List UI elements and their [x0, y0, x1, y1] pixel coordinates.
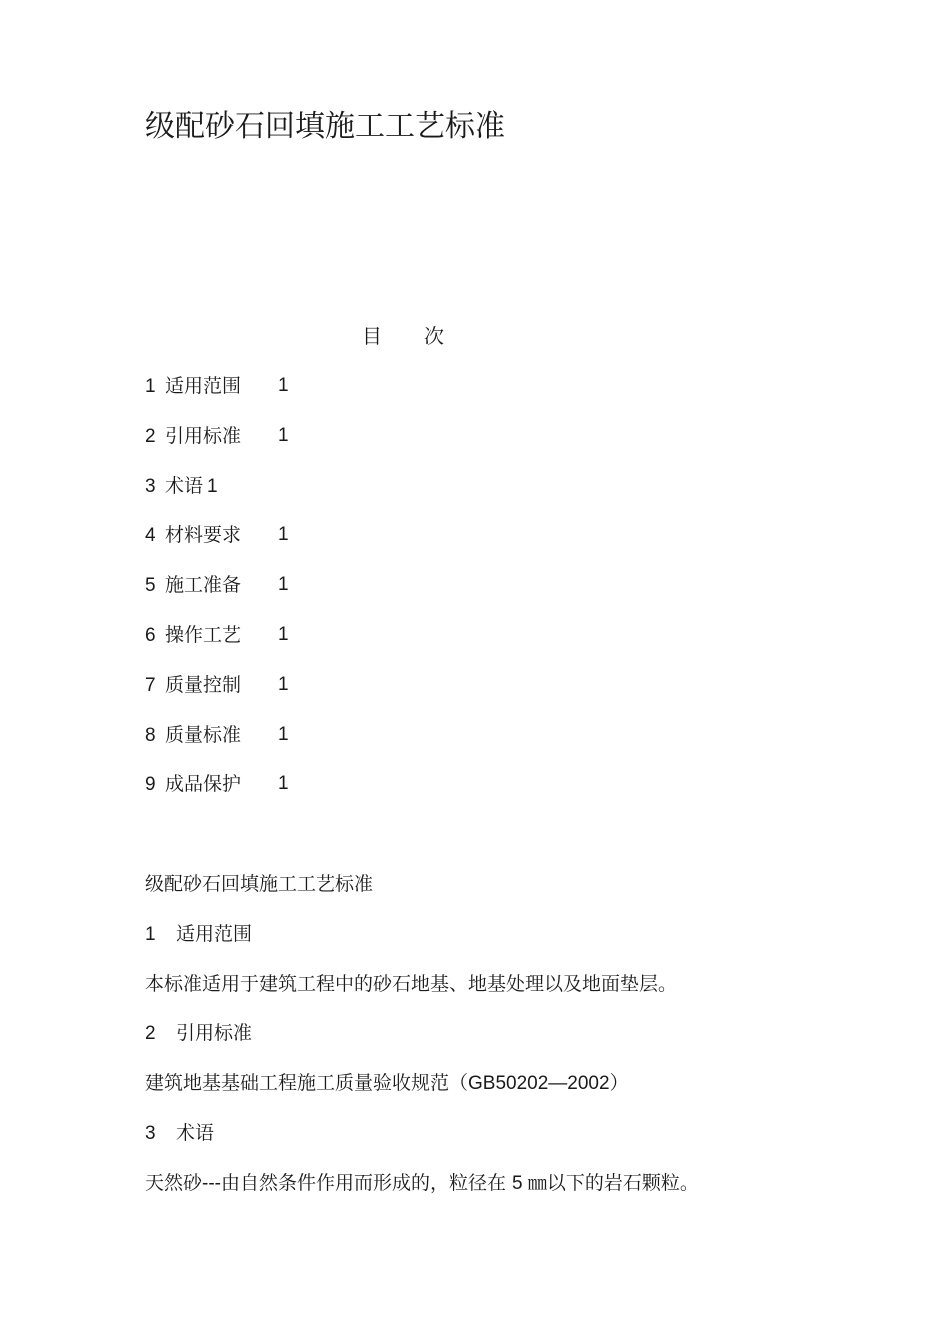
section-number: 3 — [145, 1122, 156, 1144]
toc-item-page: 1 — [278, 773, 289, 795]
toc-heading-left: 目 — [362, 324, 382, 348]
toc-item-number: 7 — [145, 674, 156, 696]
section-title: 引用标准 — [176, 1022, 253, 1045]
toc-item-page: 1 — [278, 424, 289, 446]
toc-item-number: 2 — [145, 425, 156, 447]
paragraph-text: ） — [609, 1072, 629, 1095]
toc-item-number: 5 — [145, 575, 156, 597]
section-number: 2 — [145, 1023, 156, 1045]
toc-item-label: 成品保护 — [165, 773, 242, 796]
toc-item-number: 9 — [145, 774, 156, 796]
toc-item-number: 1 — [145, 376, 156, 397]
toc-item-page: 1 — [278, 673, 289, 695]
section-title: 术语 — [176, 1121, 215, 1144]
section-paragraph — [145, 1169, 845, 1219]
document-body — [145, 870, 845, 1219]
toc-item-label: 质量标准 — [165, 723, 242, 746]
paragraph-text: 建筑地基基础工程施工质量验收规范（ — [145, 1072, 469, 1095]
toc-item-page: 1 — [278, 524, 289, 546]
term-name: 天然砂 — [145, 1171, 203, 1194]
toc-item[interactable] — [145, 372, 289, 422]
standard-code: GB50202—2002 — [468, 1073, 610, 1095]
toc-item-label: 引用标准 — [165, 424, 242, 447]
toc-item[interactable] — [145, 571, 289, 621]
toc-item[interactable] — [145, 472, 241, 522]
toc-item[interactable] — [145, 721, 289, 771]
toc-item[interactable] — [145, 621, 289, 671]
toc-item[interactable] — [145, 671, 289, 721]
section-number: 1 — [145, 923, 156, 945]
toc-item-number: 6 — [145, 624, 156, 646]
section-title: 适用范围 — [176, 922, 253, 945]
section-heading — [145, 1019, 845, 1069]
toc-item-page: 1 — [207, 475, 218, 497]
toc-item-label: 质量控制 — [165, 673, 242, 696]
toc-item-number: 3 — [145, 475, 156, 497]
toc-item-page: 1 — [278, 623, 289, 645]
toc-item-number: 4 — [145, 525, 156, 547]
section-paragraph — [145, 1069, 845, 1119]
document-title: 级配砂石回填施工工艺标准 — [145, 109, 505, 144]
toc-heading — [362, 322, 444, 350]
paragraph-text: 由自然条件作用而形成的，粒径在 — [221, 1171, 513, 1194]
paragraph-text: 以下的岩石颗粒。 — [546, 1171, 699, 1194]
toc-item[interactable] — [145, 521, 289, 571]
toc-item-label: 材料要求 — [165, 524, 242, 547]
body-subtitle: 级配砂石回填施工工艺标准 — [145, 873, 374, 895]
section-heading — [145, 1119, 845, 1169]
toc-item-label: 施工准备 — [165, 574, 242, 597]
term-dash: --- — [202, 1172, 221, 1194]
size-value: 5 ㎜ — [512, 1172, 547, 1194]
toc-item-label: 操作工艺 — [165, 623, 242, 646]
toc-item-page: 1 — [278, 723, 289, 745]
section-heading — [145, 920, 845, 970]
toc-item-number: 8 — [145, 724, 156, 746]
section-paragraph: 本标准适用于建筑工程中的砂石地基、地基处理以及地面垫层。 — [145, 972, 678, 995]
toc-list — [145, 372, 289, 820]
toc-item[interactable] — [145, 770, 289, 820]
toc-item-label: 术语 — [165, 474, 204, 497]
toc-item[interactable] — [145, 422, 289, 472]
toc-heading-right: 次 — [424, 324, 444, 348]
toc-item-label: 适用范围 — [165, 375, 242, 397]
toc-item-page: 1 — [278, 375, 289, 396]
toc-item-page: 1 — [278, 574, 289, 596]
